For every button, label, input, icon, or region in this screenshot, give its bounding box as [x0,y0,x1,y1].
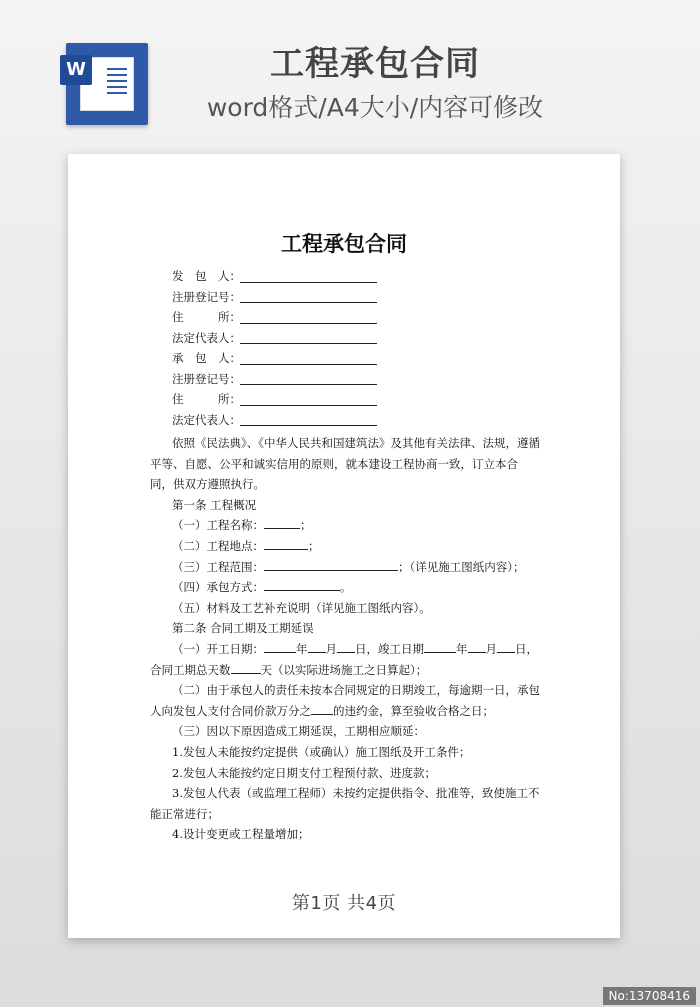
party-field-label: 发 包 人： [172,269,241,284]
party-field-label: 承 包 人： [172,351,241,366]
party-field-blank [240,393,377,406]
document-body [150,433,540,845]
word-badge: W [60,55,92,85]
list-item: 1.发包人未能按约定提供（或确认）施工图纸及开工条件； [172,744,471,759]
party-field-blank [240,331,377,344]
party-field-blank [240,270,377,283]
article-heading: 第一条 工程概况 [172,497,257,512]
intro-paragraph: 依照《民法典》、《中华人民共和国建筑法》及其他有关法律、法规，遵循平等、自愿、公平和诚实信用的原则，就本建设工程协商一致，订立本合同，供双方遵照执行。 [150,436,540,492]
list-item: 3.发包人代表（或监理工程师）未按约定提供指令、批准等，致使施工不能正常进行； [150,786,540,821]
fill-blank [497,640,515,653]
image-id-tag: No:13708416 [603,987,696,1005]
clause-extension-intro: （三）因以下原因造成工期延误，工期相应顺延： [172,724,425,739]
article-heading: 第二条 合同工期及工期延误 [172,621,314,636]
list-item: 4.设计变更或工程量增加； [172,827,310,842]
document-page [68,154,620,938]
party-field-row [172,328,512,349]
fill-blank [468,640,486,653]
party-field-blank [240,413,377,426]
fill-blank [264,558,398,571]
document-title: 工程承包合同 [281,231,407,256]
list-item: 2.发包人未能按约定日期支付工程预付款、进度款； [172,765,436,780]
party-field-label: 法定代表人： [172,330,241,345]
page-subtitle: word格式/A4大小/内容可修改 [206,93,544,122]
fill-blank [424,640,456,653]
fill-blank [231,661,261,674]
party-field-label: 住 所： [172,310,241,325]
party-field-blank [240,290,377,303]
clause-total-days: 合同工期总天数 天（以实际进场施工之日算起）； [150,662,428,677]
party-field-blank [240,352,377,365]
header [0,0,700,150]
party-field-blank [240,311,377,324]
page-title: 工程承包合同 [270,44,480,84]
party-field-row [172,266,512,287]
party-field-row [172,410,512,431]
clause-start-date: （一）开工日期： 年 月 日，竣工日期 年 月 日， [172,641,538,656]
fill-blank [264,537,308,550]
word-document-icon [66,43,148,125]
fill-blank [264,578,340,591]
fill-blank [308,640,326,653]
party-field-label: 注册登记号： [172,289,241,304]
clause-project-location: （二）工程地点： ； [172,538,320,553]
party-field-row [172,287,512,308]
fill-blank [264,516,300,529]
party-field-blank [240,372,377,385]
clause-project-name: （一）工程名称： ； [172,518,312,533]
party-field-label: 法定代表人： [172,412,241,427]
fill-blank [311,702,333,715]
party-field-label: 注册登记号： [172,371,241,386]
party-field-row [172,348,512,369]
party-field-label: 住 所： [172,392,241,407]
page-indicator: 第1页 共4页 [291,893,397,914]
clause-project-scope: （三）工程范围： ；（详见施工图纸内容）； [172,559,525,574]
fill-blank [264,640,296,653]
party-info-block [172,266,512,430]
fill-blank [337,640,355,653]
party-field-row [172,389,512,410]
party-field-row [172,307,512,328]
clause-delay-penalty: （二）由于承包人的责任未按本合同规定的日期竣工，每逾期一日，承包人向发包人支付合同价款万分之 的违约金，算至验收合格之日； [150,683,540,718]
party-field-row [172,369,512,390]
clause-contract-method: （四）承包方式： 。 [172,580,352,595]
clause-materials: （五）材料及工艺补充说明（详见施工图纸内容）。 [172,600,431,615]
